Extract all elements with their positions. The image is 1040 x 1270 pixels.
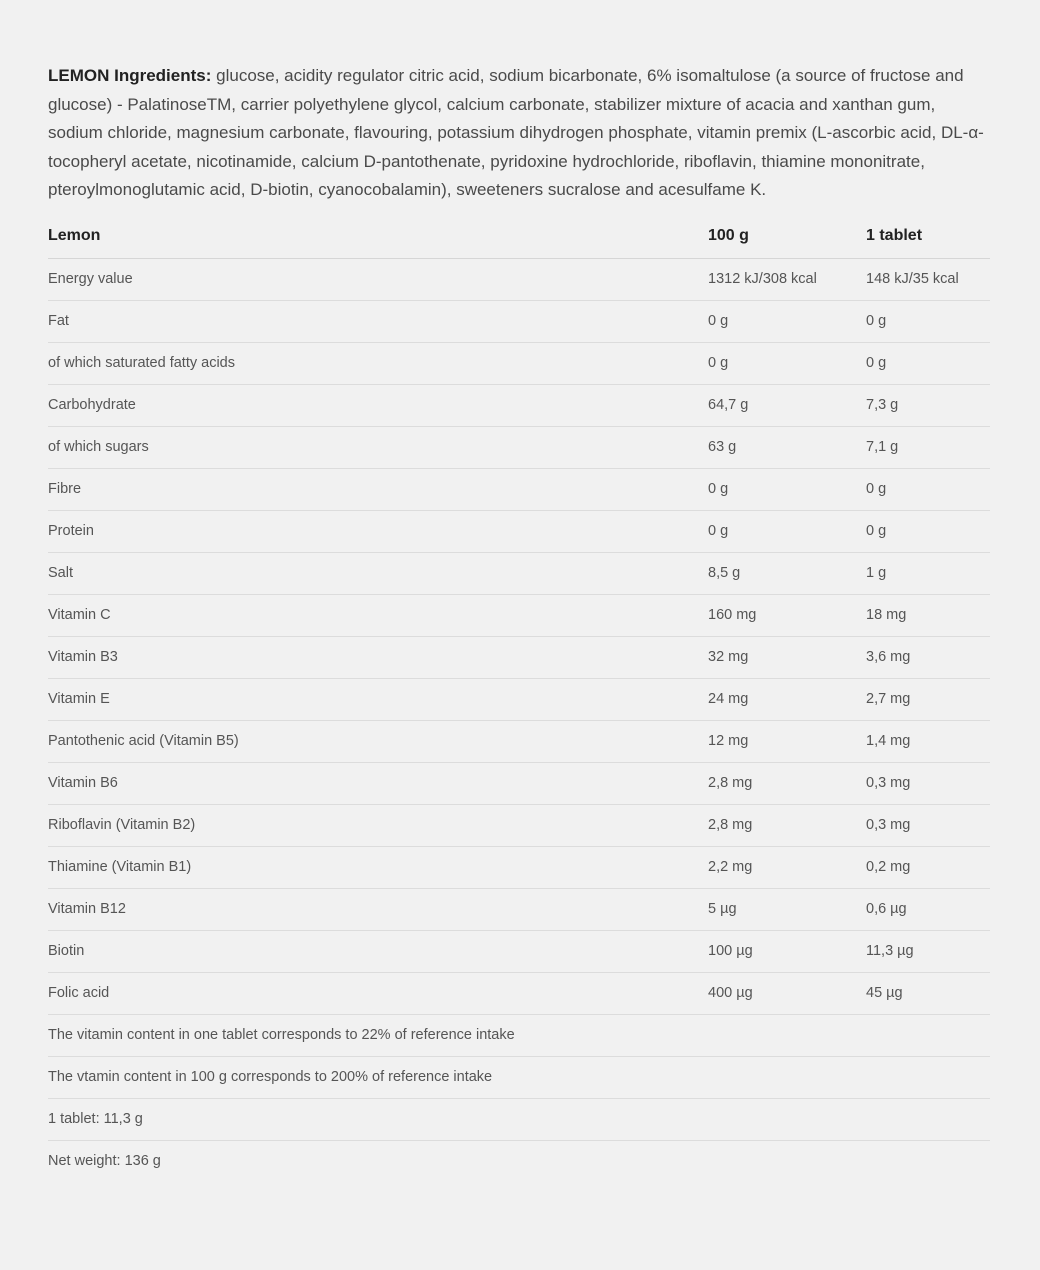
value-per-100g: 32 mg — [708, 636, 866, 678]
nutrient-name: Vitamin B3 — [48, 636, 708, 678]
value-per-tablet: 0 g — [866, 300, 990, 342]
table-row — [48, 762, 990, 804]
nutrition-table-body — [48, 258, 990, 1182]
nutrient-name: Vitamin B12 — [48, 888, 708, 930]
nutrient-name: Fat — [48, 300, 708, 342]
table-row — [48, 888, 990, 930]
value-per-100g: 64,7 g — [708, 384, 866, 426]
value-per-tablet: 1 g — [866, 552, 990, 594]
value-per-tablet: 0,2 mg — [866, 846, 990, 888]
value-per-100g: 2,8 mg — [708, 762, 866, 804]
value-per-tablet: 45 µg — [866, 972, 990, 1014]
table-row — [48, 594, 990, 636]
nutrient-name: Salt — [48, 552, 708, 594]
value-per-100g: 0 g — [708, 342, 866, 384]
table-row — [48, 342, 990, 384]
value-per-tablet: 3,6 mg — [866, 636, 990, 678]
nutrient-name: Riboflavin (Vitamin B2) — [48, 804, 708, 846]
header-product: Lemon — [48, 215, 708, 259]
value-per-tablet: 0 g — [866, 510, 990, 552]
nutrient-name: Protein — [48, 510, 708, 552]
table-note-row — [48, 1014, 990, 1056]
nutrition-table — [48, 215, 990, 1182]
ingredients-label: LEMON Ingredients: — [48, 66, 212, 85]
table-note: 1 tablet: 11,3 g — [48, 1098, 990, 1140]
value-per-tablet: 11,3 µg — [866, 930, 990, 972]
table-row — [48, 678, 990, 720]
header-per-tablet: 1 tablet — [866, 215, 990, 259]
table-row — [48, 804, 990, 846]
table-note: Net weight: 136 g — [48, 1153, 161, 1169]
value-per-tablet: 0,3 mg — [866, 804, 990, 846]
value-per-100g: 24 mg — [708, 678, 866, 720]
nutrient-name: of which sugars — [48, 426, 708, 468]
value-per-100g: 12 mg — [708, 720, 866, 762]
table-note-row — [48, 1098, 990, 1140]
table-note: The vtamin content in 100 g corresponds to 200% of reference intake — [48, 1056, 990, 1098]
nutrient-name: Carbohydrate — [48, 384, 708, 426]
table-row — [48, 930, 990, 972]
nutrient-name: Vitamin C — [48, 594, 708, 636]
nutrient-name: Thiamine (Vitamin B1) — [48, 846, 708, 888]
table-note-row — [48, 1056, 990, 1098]
value-per-tablet: 18 mg — [866, 594, 990, 636]
table-row — [48, 636, 990, 678]
header-per-100g: 100 g — [708, 215, 866, 259]
table-row — [48, 258, 990, 300]
table-row — [48, 384, 990, 426]
value-per-100g: 8,5 g — [708, 552, 866, 594]
value-per-tablet: 0,3 mg — [866, 762, 990, 804]
ingredients-list: glucose, acidity regulator citric acid, sodium bicarbonate, 6% isomaltulose (a source of fructose and glucose) - PalatinoseTM, carrier polyethylene glycol, calcium carbonate, stabilizer mixture of acacia and xanthan gum, sodium chloride, magnesium carbonate, flavouring, potassium dihydrogen phosphate, vitamin premix (L-ascorbic acid, DL-α-tocopheryl acetate, nicotinamide, calcium D-pantothenate, pyridoxine hydrochloride, riboflavin, thiamine mononitrate, pteroylmonoglutamic acid, D-biotin, cyanocobalamin), sweeteners sucralose and acesulfame K. — [48, 66, 984, 199]
value-per-tablet: 7,3 g — [866, 384, 990, 426]
nutrient-name: Biotin — [48, 930, 708, 972]
table-row — [48, 300, 990, 342]
value-per-100g: 1312 kJ/308 kcal — [708, 258, 866, 300]
value-per-100g: 160 mg — [708, 594, 866, 636]
value-per-tablet: 0,6 µg — [866, 888, 990, 930]
value-per-tablet: 148 kJ/35 kcal — [866, 258, 990, 300]
value-per-tablet: 7,1 g — [866, 426, 990, 468]
table-row — [48, 426, 990, 468]
value-per-tablet: 1,4 mg — [866, 720, 990, 762]
value-per-100g: 5 µg — [708, 888, 866, 930]
nutrient-name: Fibre — [48, 468, 708, 510]
value-per-100g: 2,8 mg — [708, 804, 866, 846]
table-row — [48, 972, 990, 1014]
value-per-100g: 63 g — [708, 426, 866, 468]
value-per-100g: 0 g — [708, 468, 866, 510]
value-per-tablet: 0 g — [866, 342, 990, 384]
table-note: The vitamin content in one tablet corresponds to 22% of reference intake — [48, 1014, 990, 1056]
table-row — [48, 846, 990, 888]
value-per-tablet: 0 g — [866, 468, 990, 510]
table-row — [48, 552, 990, 594]
table-note-row — [48, 1140, 990, 1182]
nutrient-name: Folic acid — [48, 972, 708, 1014]
nutrient-name: Vitamin B6 — [48, 762, 708, 804]
value-per-100g: 400 µg — [708, 972, 866, 1014]
nutrient-name: Vitamin E — [48, 678, 708, 720]
table-row — [48, 720, 990, 762]
nutrient-name: of which saturated fatty acids — [48, 342, 708, 384]
value-per-100g: 0 g — [708, 300, 866, 342]
nutrient-name: Energy value — [48, 258, 708, 300]
table-row — [48, 468, 990, 510]
table-row — [48, 510, 990, 552]
value-per-100g: 2,2 mg — [708, 846, 866, 888]
value-per-tablet: 2,7 mg — [866, 678, 990, 720]
ingredients-text — [48, 62, 993, 205]
table-header-row — [48, 215, 990, 259]
nutrient-name: Pantothenic acid (Vitamin B5) — [48, 720, 708, 762]
value-per-100g: 100 µg — [708, 930, 866, 972]
value-per-100g: 0 g — [708, 510, 866, 552]
